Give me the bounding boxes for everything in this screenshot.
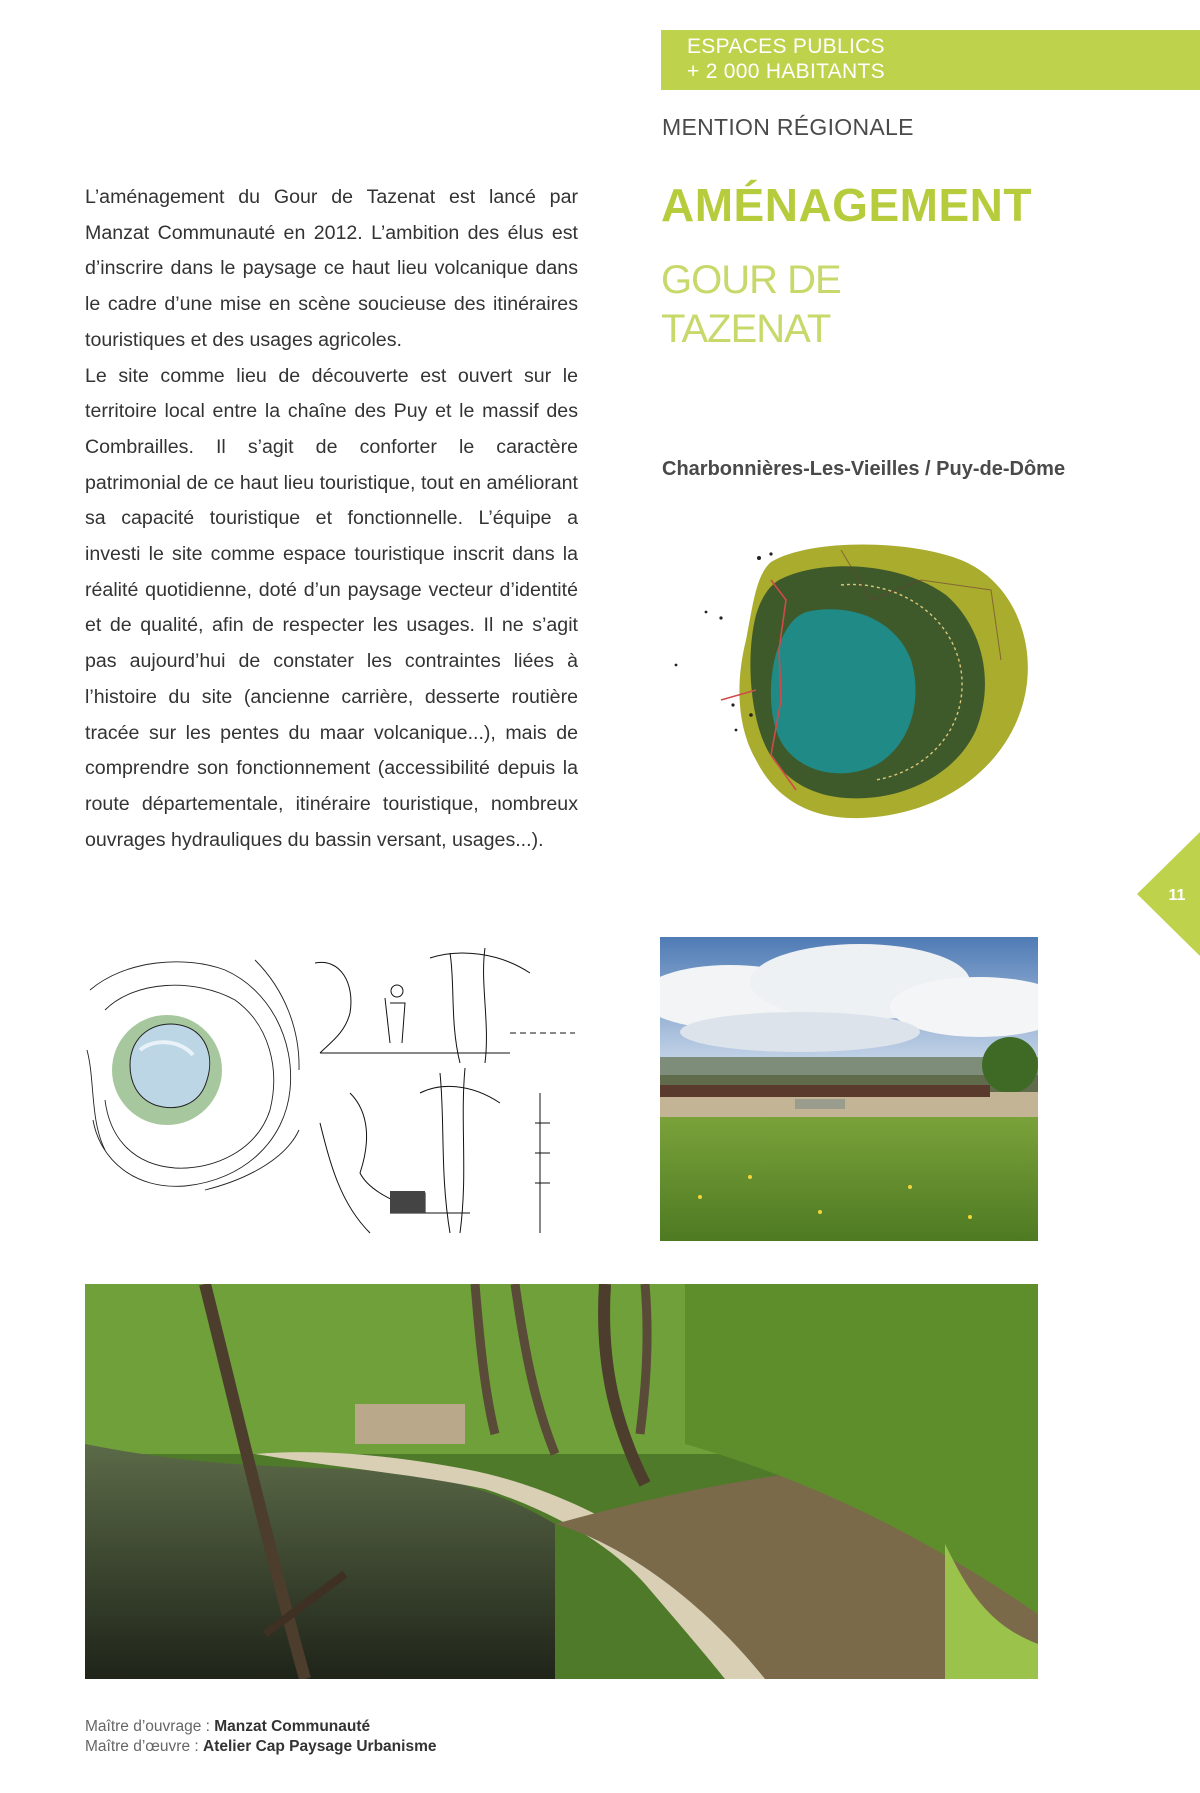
page-title: AMÉNAGEMENT — [661, 179, 1032, 231]
belvedere-photo — [660, 937, 1038, 1241]
category-line-2: + 2 000 HABITANTS — [687, 60, 885, 83]
credit-designer — [85, 1737, 436, 1757]
body-paragraph-1: L’aménagement du Gour de Tazenat est lancé par Manzat Communauté en 2012. L’ambition des élus est d’inscrire dans le paysage ce haut lieu volcanique dans le cadre d’une mise en scène soucieuse des itinéraires touristiques et des usages agricoles. — [85, 186, 578, 351]
subtitle-line-2: TAZENAT — [661, 307, 831, 351]
page-subtitle — [661, 256, 961, 354]
contour-sketch — [85, 950, 302, 1196]
category-line-1: ESPACES PUBLICS — [687, 35, 885, 58]
credit-owner-value: Manzat Communauté — [214, 1718, 371, 1735]
credits — [85, 1717, 436, 1757]
category-band — [661, 30, 1200, 90]
lakeside-path-photo — [85, 1284, 1038, 1679]
credit-designer-label: Maître d’œuvre : — [85, 1738, 199, 1755]
body-paragraph-2: Le site comme lieu de découverte est ouvert sur le territoire local entre la chaîne des Puy et le massif des Combrailles. Il s’agit de conforter le caractère patrimonial de ce haut lieu touristique, tout en améliorant sa capacité touristique et fonctionnelle. L’équipe a investi le site comme espace touristique inscrit dans la réalité quotidienne, doté d’un paysage vecteur d’identité et de qualité, afin de respecter les usages. Il ne s’agit pas aujourd’hui de constater les contraintes liées à l’histoire du site (ancienne carrière, desserte routière tracée sur les pentes du maar volcanique...), mais de comprendre son fonctionnement (accessibilité depuis la route départementale, itinéraire touristique, nombreux ouvrages hydrauliques du bassin versant, usages...). — [85, 364, 578, 851]
body-text — [85, 180, 578, 858]
page-number: 11 — [1168, 887, 1186, 904]
subtitle-line-1: GOUR DE — [661, 258, 841, 302]
credit-designer-value: Atelier Cap Paysage Urbanisme — [203, 1738, 437, 1755]
section-sketches — [310, 943, 580, 1239]
mention-label: MENTION RÉGIONALE — [662, 114, 914, 140]
page-number-tab — [1137, 832, 1200, 956]
site-plan-map — [661, 540, 1039, 830]
credit-owner — [85, 1717, 436, 1737]
credit-owner-label: Maître d’ouvrage : — [85, 1718, 210, 1735]
location-label: Charbonnières-Les-Vieilles / Puy-de-Dôme — [662, 458, 1066, 480]
